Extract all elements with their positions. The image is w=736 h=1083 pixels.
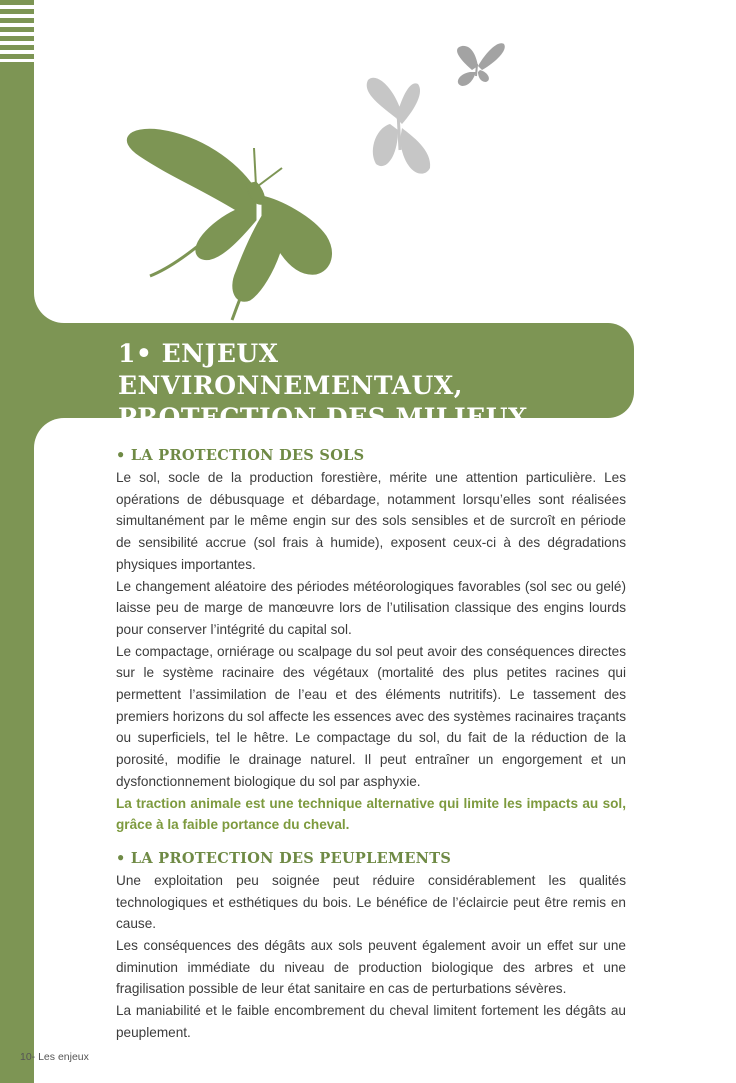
- chapter-title: [118, 338, 618, 434]
- grey-butterfly-icon: [367, 78, 430, 174]
- section-heading: • LA PROTECTION DES SOLS: [116, 447, 365, 464]
- paragraph: Le sol, socle de la production forestière, mérite une attention particulière. Les opérations de débusquage et débardage, notamment lorsqu’elles sont réalisées simultanément par le même engin sur des sols sensibles et de surcroît en période de sensibilité accrue (sol frais à humide), exposent ceux-ci à des dégradations physiques importantes.: [116, 470, 626, 572]
- section-protection-sols: [116, 447, 626, 836]
- header-bottom-curve: [34, 418, 64, 448]
- paragraph: Le changement aléatoire des périodes météorologiques favorables (sol sec ou gelé) laisse peu de marge de manœuvre lors de l’utilisation classique des engins lourds pour conserver l’intégrité du capital sol.: [116, 578, 626, 637]
- paragraph: Le compactage, orniérage ou scalpage du sol peut avoir des conséquences directes sur le système racinaire des végétaux (mortalité des plus petites racines qui permettent l’assimilation de l’eau et des éléments nutritifs). Le tassement des premiers horizons du sol affecte les essences avec des systèmes racinaires traçants ou superficiels, tel le hêtre. Le compactage du sol, du fait de la réduction de la porosité, modifie le drainage naturel. Il peut entraîner un engorgement et un dysfonctionnement biologique du sol par asphyxie.: [116, 643, 626, 789]
- paragraph: Les conséquences des dégâts aux sols peuvent également avoir un effet sur une diminution immédiate du niveau de production biologique des arbres et une fragilisation possible de leur état sanitaire en cas de perturbations sévères.: [116, 938, 626, 997]
- chapter-title-line1: 1• ENJEUX ENVIRONNEMENTAUX,: [118, 339, 463, 400]
- chapter-title-line2: PROTECTION DES MILIEUX: [118, 403, 528, 432]
- butterflies-illustration: [0, 0, 736, 330]
- green-butterfly-icon: [127, 129, 331, 320]
- section-heading: • LA PROTECTION DES PEUPLEMENTS: [116, 849, 452, 867]
- page-footer: 10- Les enjeux: [20, 1051, 89, 1063]
- small-butterfly-icon: [457, 43, 505, 86]
- main-content: [116, 447, 626, 1044]
- header-top-curve: [34, 293, 64, 323]
- section-protection-peuplements: [116, 850, 626, 1044]
- highlight-paragraph: La traction animale est une technique alternative qui limite les impacts au sol, grâce à la faible portance du cheval.: [116, 795, 626, 833]
- paragraph: Une exploitation peu soignée peut réduire considérablement les qualités technologiques et esthétiques du bois. Le bénéfice de l’éclaircie peut être remis en cause.: [116, 872, 626, 932]
- paragraph: La maniabilité et le faible encombrement du cheval limitent fortement les dégâts au peuplement.: [116, 1003, 626, 1040]
